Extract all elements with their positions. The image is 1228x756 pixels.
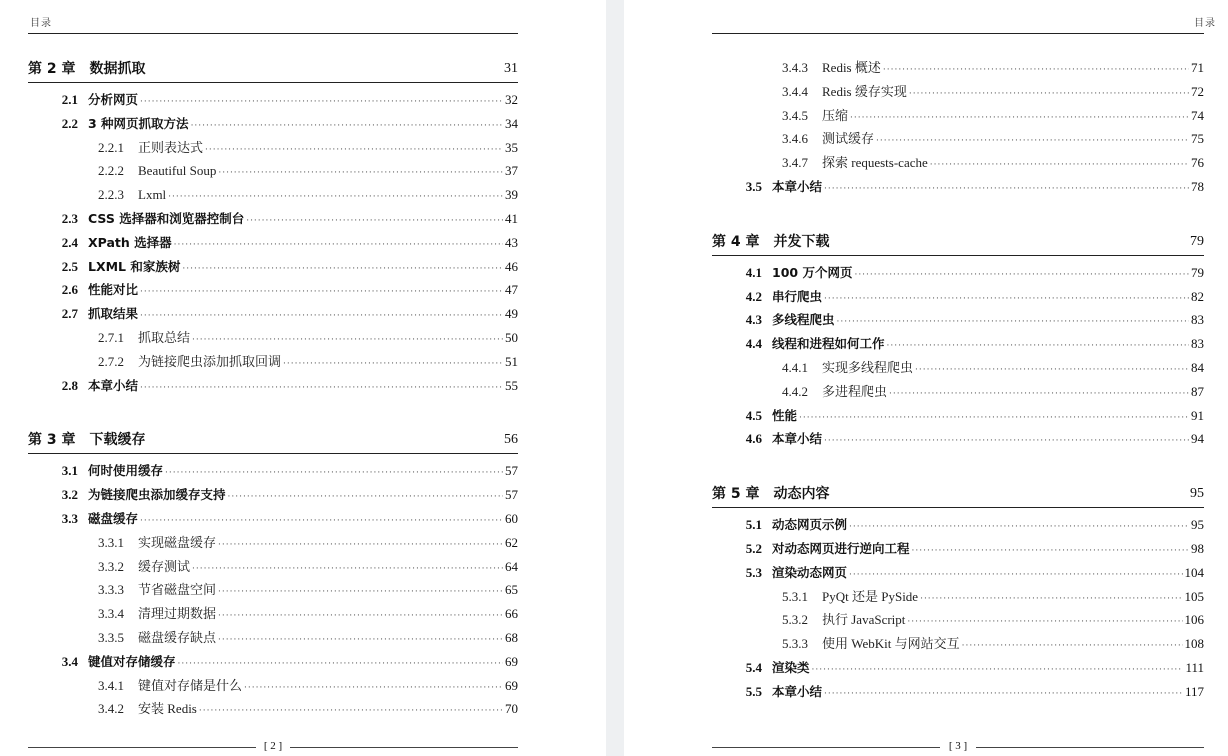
entry-number: 4.5 bbox=[745, 407, 762, 423]
chapter-title: 第 3 章 下载缓存 bbox=[28, 432, 146, 449]
entry-number: 5.3.2 bbox=[782, 612, 808, 628]
toc-subsection-entry[interactable] bbox=[28, 350, 518, 374]
toc-subsection-entry[interactable] bbox=[712, 585, 1204, 609]
entry-title: Beautiful Soup bbox=[138, 163, 217, 179]
entry-title: 100 万个网页 bbox=[772, 264, 853, 280]
toc-subsection-entry[interactable] bbox=[712, 56, 1204, 80]
toc-subsection-entry[interactable] bbox=[28, 183, 518, 207]
entry-page-number: 78 bbox=[1191, 178, 1204, 194]
entry-title: 磁盘缓存 bbox=[88, 510, 139, 526]
entry-title: 正则表达式 bbox=[138, 139, 204, 155]
entry-page-number: 66 bbox=[505, 606, 518, 622]
entry-number: 2.7.2 bbox=[98, 353, 124, 369]
section-gap bbox=[712, 199, 1204, 229]
entry-number: 3.4.6 bbox=[782, 131, 808, 147]
chapter-page-number: 56 bbox=[504, 432, 518, 448]
toc-section-entry[interactable] bbox=[28, 302, 518, 326]
toc-section-entry[interactable] bbox=[712, 285, 1204, 309]
entry-number: 3.4.5 bbox=[782, 107, 808, 123]
page-number-bracket-close: ] bbox=[963, 740, 968, 752]
entry-title: 串行爬虫 bbox=[772, 288, 823, 304]
section-gap bbox=[712, 451, 1204, 481]
toc-section-entry[interactable] bbox=[28, 507, 518, 531]
entry-page-number: 117 bbox=[1184, 683, 1204, 699]
footer-rule-left bbox=[712, 747, 940, 748]
dot-leader bbox=[824, 683, 1183, 707]
entry-number: 2.2.2 bbox=[98, 163, 124, 179]
entry-page-number: 49 bbox=[505, 306, 518, 322]
entry-number: 4.4.2 bbox=[782, 383, 808, 399]
page-number-bracket-open: [ bbox=[263, 740, 268, 752]
entry-number: 4.6 bbox=[745, 431, 762, 447]
entry-number: 2.2.3 bbox=[98, 187, 124, 203]
header-rule bbox=[712, 33, 1204, 34]
entry-page-number: 57 bbox=[505, 463, 518, 479]
entry-number: 4.1 bbox=[745, 264, 762, 280]
chapter-heading[interactable] bbox=[28, 56, 518, 83]
entry-page-number: 41 bbox=[505, 210, 518, 226]
entry-page-number: 46 bbox=[505, 258, 518, 274]
entry-page-number: 82 bbox=[1191, 288, 1204, 304]
entry-number: 2.4 bbox=[61, 234, 78, 250]
toc-subsection-entry[interactable] bbox=[712, 104, 1204, 128]
chapter-title: 第 4 章 并发下载 bbox=[712, 233, 830, 250]
entry-title: 本章小结 bbox=[772, 683, 823, 699]
entry-page-number: 68 bbox=[505, 629, 518, 645]
entry-title: 本章小结 bbox=[772, 431, 823, 447]
toc-section-entry[interactable] bbox=[712, 332, 1204, 356]
page-number-value: 3 bbox=[955, 740, 961, 752]
entry-number: 3.3.5 bbox=[98, 629, 124, 645]
toc-subsection-entry[interactable] bbox=[712, 356, 1204, 380]
entry-title: 线程和进程如何工作 bbox=[772, 336, 885, 352]
entry-title: 本章小结 bbox=[88, 377, 139, 393]
entry-page-number: 69 bbox=[505, 653, 518, 669]
entry-number: 3.4.2 bbox=[98, 701, 124, 717]
entry-page-number: 79 bbox=[1191, 264, 1204, 280]
entry-title: 为链接爬虫添加缓存支持 bbox=[88, 487, 226, 503]
toc-list-left bbox=[28, 56, 518, 721]
entry-page-number: 69 bbox=[505, 677, 518, 693]
entry-page-number: 35 bbox=[505, 139, 518, 155]
entry-page-number: 76 bbox=[1191, 155, 1204, 171]
entry-page-number: 55 bbox=[505, 377, 518, 393]
chapter-title: 第 5 章 动态内容 bbox=[712, 486, 830, 503]
toc-subsection-entry[interactable] bbox=[28, 602, 518, 626]
toc-subsection-entry[interactable] bbox=[28, 531, 518, 555]
chapter-heading[interactable] bbox=[28, 427, 518, 454]
running-header: 目录 bbox=[1194, 18, 1216, 29]
entry-page-number: 51 bbox=[505, 353, 518, 369]
entry-page-number: 83 bbox=[1191, 336, 1204, 352]
page-number-bracket-close: ] bbox=[278, 740, 283, 752]
entry-number: 3.3.1 bbox=[98, 534, 124, 550]
entry-page-number: 108 bbox=[1184, 636, 1204, 652]
entry-title: 为链接爬虫添加抓取回调 bbox=[138, 353, 282, 369]
entry-page-number: 87 bbox=[1191, 383, 1204, 399]
entry-number: 4.3 bbox=[745, 312, 762, 328]
toc-section-entry[interactable] bbox=[712, 680, 1204, 704]
dot-leader bbox=[824, 430, 1189, 454]
entry-title: 执行 JavaScript bbox=[822, 612, 906, 628]
entry-title: 测试缓存 bbox=[822, 131, 875, 147]
entry-number: 3.4.3 bbox=[782, 60, 808, 75]
chapter-page-number: 79 bbox=[1190, 233, 1204, 249]
toc-section-entry[interactable] bbox=[712, 513, 1204, 537]
entry-page-number: 71 bbox=[1191, 60, 1204, 75]
entry-title: 渲染类 bbox=[772, 659, 810, 675]
toc-section-entry[interactable] bbox=[712, 404, 1204, 428]
toc-section-entry[interactable] bbox=[28, 88, 518, 112]
dot-leader bbox=[140, 377, 503, 401]
entry-page-number: 84 bbox=[1191, 359, 1204, 375]
entry-number: 5.3.1 bbox=[782, 588, 808, 604]
toc-section-entry[interactable] bbox=[712, 561, 1204, 585]
entry-page-number: 94 bbox=[1191, 431, 1204, 447]
entry-title: 安装 Redis bbox=[138, 701, 197, 717]
toc-section-entry[interactable] bbox=[28, 207, 518, 231]
entry-title: 本章小结 bbox=[772, 178, 823, 194]
running-header: 目录 bbox=[30, 18, 52, 29]
entry-title: 清理过期数据 bbox=[138, 606, 217, 622]
chapter-heading[interactable] bbox=[712, 229, 1204, 256]
entry-number: 3.3.3 bbox=[98, 582, 124, 598]
entry-number: 2.8 bbox=[61, 377, 78, 393]
entry-page-number: 111 bbox=[1185, 659, 1204, 675]
entry-title: 缓存测试 bbox=[138, 558, 191, 574]
entry-page-number: 62 bbox=[505, 534, 518, 550]
entry-title: 对动态网页进行逆向工程 bbox=[772, 540, 910, 556]
entry-number: 5.5 bbox=[745, 683, 762, 699]
toc-subsection-entry[interactable] bbox=[28, 674, 518, 698]
entry-number: 3.4 bbox=[61, 653, 78, 669]
entry-title: 渲染动态网页 bbox=[772, 564, 848, 580]
entry-page-number: 75 bbox=[1191, 131, 1204, 147]
page-number bbox=[258, 740, 288, 752]
entry-number: 2.7.1 bbox=[98, 329, 124, 345]
entry-title: Redis 概述 bbox=[822, 60, 881, 75]
toc-list-right bbox=[712, 56, 1204, 704]
toc-section-entry[interactable] bbox=[712, 175, 1204, 199]
toc-subsection-entry[interactable] bbox=[28, 326, 518, 350]
toc-subsection-entry[interactable] bbox=[712, 80, 1204, 104]
entry-title: 多进程爬虫 bbox=[822, 383, 888, 399]
entry-page-number: 32 bbox=[505, 92, 518, 107]
toc-section-entry[interactable] bbox=[712, 656, 1204, 680]
entry-number: 2.3 bbox=[61, 210, 78, 226]
entry-title: 节省磁盘空间 bbox=[138, 582, 217, 598]
entry-number: 3.3 bbox=[61, 510, 78, 526]
entry-page-number: 43 bbox=[505, 234, 518, 250]
toc-subsection-entry[interactable] bbox=[712, 380, 1204, 404]
entry-number: 3.5 bbox=[745, 178, 762, 194]
entry-number: 5.4 bbox=[745, 659, 762, 675]
toc-subsection-entry[interactable] bbox=[712, 127, 1204, 151]
toc-section-entry[interactable] bbox=[28, 459, 518, 483]
entry-number: 2.2.1 bbox=[98, 139, 124, 155]
entry-title: 抓取总结 bbox=[138, 329, 191, 345]
entry-page-number: 60 bbox=[505, 510, 518, 526]
entry-title: 磁盘缓存缺点 bbox=[138, 629, 217, 645]
chapter-heading[interactable] bbox=[712, 481, 1204, 508]
entry-page-number: 91 bbox=[1191, 407, 1204, 423]
entry-number: 5.1 bbox=[745, 517, 762, 533]
toc-section-entry[interactable] bbox=[28, 231, 518, 255]
entry-page-number: 95 bbox=[1191, 517, 1204, 533]
dot-leader bbox=[824, 178, 1189, 202]
toc-section-entry[interactable] bbox=[28, 112, 518, 136]
entry-title: Lxml bbox=[138, 187, 167, 203]
toc-subsection-entry[interactable] bbox=[28, 578, 518, 602]
entry-title: 何时使用缓存 bbox=[88, 463, 164, 479]
entry-title: 实现磁盘缓存 bbox=[138, 534, 217, 550]
entry-number: 3.4.1 bbox=[98, 677, 124, 693]
entry-title: 探索 requests-cache bbox=[822, 155, 928, 171]
entry-number: 2.6 bbox=[61, 282, 78, 298]
page-number-value: 2 bbox=[270, 740, 276, 752]
entry-title: 性能对比 bbox=[88, 282, 139, 298]
header-rule bbox=[28, 33, 518, 34]
footer-rule-left bbox=[28, 747, 256, 748]
entry-page-number: 50 bbox=[505, 329, 518, 345]
toc-section-entry[interactable] bbox=[712, 308, 1204, 332]
entry-page-number: 39 bbox=[505, 187, 518, 203]
footer-rule-right bbox=[290, 747, 518, 748]
entry-page-number: 98 bbox=[1191, 540, 1204, 556]
toc-page-left bbox=[0, 0, 606, 756]
page-footer bbox=[28, 740, 518, 754]
toc-section-entry[interactable] bbox=[28, 374, 518, 398]
entry-page-number: 72 bbox=[1191, 83, 1204, 99]
entry-number: 3.3.4 bbox=[98, 606, 124, 622]
entry-page-number: 74 bbox=[1191, 107, 1204, 123]
entry-number: 3.4.7 bbox=[782, 155, 808, 171]
toc-subsection-entry[interactable] bbox=[28, 555, 518, 579]
toc-subsection-entry[interactable] bbox=[28, 697, 518, 721]
chapter-page-number: 31 bbox=[504, 61, 518, 76]
entry-title: 分析网页 bbox=[88, 92, 139, 107]
toc-section-entry[interactable] bbox=[28, 483, 518, 507]
entry-number: 3.4.4 bbox=[782, 83, 808, 99]
page-gutter bbox=[606, 0, 624, 756]
toc-section-entry[interactable] bbox=[712, 261, 1204, 285]
entry-title: 抓取结果 bbox=[88, 306, 139, 322]
entry-page-number: 64 bbox=[505, 558, 518, 574]
entry-title: 实现多线程爬虫 bbox=[822, 359, 914, 375]
entry-number: 4.4.1 bbox=[782, 359, 808, 375]
dot-leader bbox=[199, 700, 503, 724]
entry-page-number: 83 bbox=[1191, 312, 1204, 328]
entry-number: 4.2 bbox=[745, 288, 762, 304]
entry-number: 3.1 bbox=[61, 463, 78, 479]
entry-number: 3.3.2 bbox=[98, 558, 124, 574]
entry-title: 键值对存储是什么 bbox=[138, 677, 243, 693]
page-number bbox=[943, 740, 973, 752]
toc-subsection-entry[interactable] bbox=[712, 632, 1204, 656]
entry-page-number: 106 bbox=[1184, 612, 1204, 628]
toc-section-entry[interactable] bbox=[712, 427, 1204, 451]
entry-page-number: 104 bbox=[1184, 564, 1204, 580]
chapter-page-number: 95 bbox=[1190, 486, 1204, 502]
entry-page-number: 65 bbox=[505, 582, 518, 598]
toc-page-right bbox=[624, 0, 1228, 756]
entry-title: XPath 选择器 bbox=[88, 234, 172, 250]
entry-number: 3.2 bbox=[61, 487, 78, 503]
toc-section-entry[interactable] bbox=[712, 537, 1204, 561]
toc-section-entry[interactable] bbox=[28, 278, 518, 302]
entry-number: 2.5 bbox=[61, 258, 78, 274]
entry-title: 压缩 bbox=[822, 107, 849, 123]
chapter-title: 第 2 章 数据抓取 bbox=[28, 61, 146, 77]
footer-rule-right bbox=[976, 747, 1204, 748]
entry-title: 多线程爬虫 bbox=[772, 312, 835, 328]
section-gap bbox=[28, 397, 518, 427]
entry-number: 2.2 bbox=[61, 115, 78, 131]
entry-number: 2.7 bbox=[61, 306, 78, 322]
toc-section-entry[interactable] bbox=[28, 650, 518, 674]
entry-page-number: 47 bbox=[505, 282, 518, 298]
entry-page-number: 57 bbox=[505, 487, 518, 503]
entry-title: 动态网页示例 bbox=[772, 517, 848, 533]
toc-subsection-entry[interactable] bbox=[28, 626, 518, 650]
toc-subsection-entry[interactable] bbox=[28, 159, 518, 183]
entry-page-number: 105 bbox=[1184, 588, 1204, 604]
entry-number: 5.2 bbox=[745, 540, 762, 556]
entry-title: 3 种网页抓取方法 bbox=[88, 115, 189, 131]
entry-number: 2.1 bbox=[61, 92, 78, 107]
entry-title: 使用 WebKit 与网站交互 bbox=[822, 636, 960, 652]
entry-title: CSS 选择器和浏览器控制台 bbox=[88, 210, 245, 226]
toc-subsection-entry[interactable] bbox=[28, 136, 518, 160]
entry-number: 4.4 bbox=[745, 336, 762, 352]
entry-title: 性能 bbox=[772, 407, 798, 423]
page-number-bracket-open: [ bbox=[948, 740, 953, 752]
entry-page-number: 34 bbox=[505, 115, 518, 131]
entry-number: 5.3.3 bbox=[782, 636, 808, 652]
toc-subsection-entry[interactable] bbox=[712, 608, 1204, 632]
toc-subsection-entry[interactable] bbox=[712, 151, 1204, 175]
entry-number: 5.3 bbox=[745, 564, 762, 580]
entry-title: Redis 缓存实现 bbox=[822, 83, 907, 99]
entry-page-number: 70 bbox=[505, 701, 518, 717]
toc-section-entry[interactable] bbox=[28, 255, 518, 279]
entry-page-number: 37 bbox=[505, 163, 518, 179]
entry-title: LXML 和家族树 bbox=[88, 258, 181, 274]
entry-title: 键值对存储缓存 bbox=[88, 653, 176, 669]
page-footer bbox=[712, 740, 1204, 754]
entry-title: PyQt 还是 PySide bbox=[822, 588, 919, 604]
